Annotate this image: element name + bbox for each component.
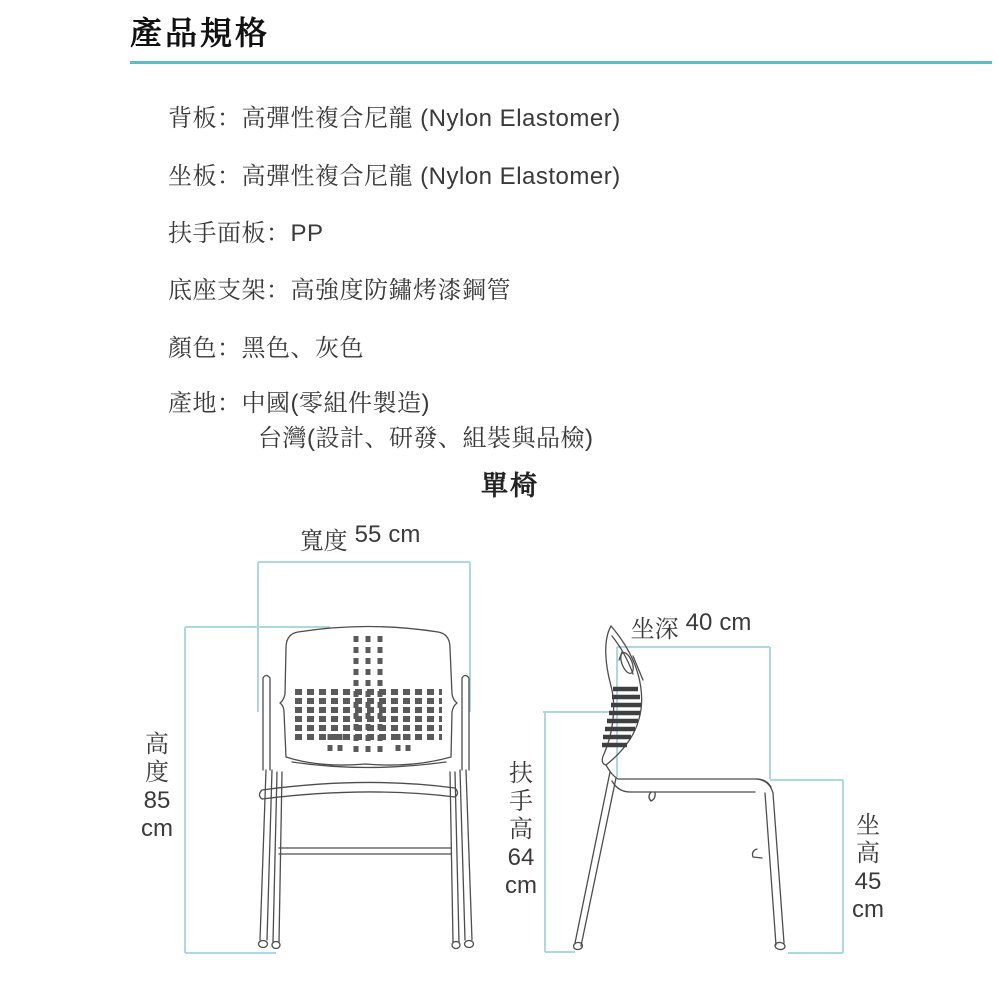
diagram-heading: 單椅 (481, 471, 539, 501)
spec-base-frame: 底座支架：高強度防鏽烤漆鋼管 (168, 277, 511, 304)
spec-origin-line1: 產地：中國(零組件製造) (168, 390, 430, 417)
dimension-height-text: 高度 (145, 731, 169, 786)
dimension-depth-unit: cm (719, 609, 752, 636)
dimension-width-label (255, 521, 465, 556)
dimension-armrest-label (498, 760, 544, 900)
dimension-armrest-text: 扶手高 (509, 760, 533, 843)
spec-backboard: 背板：高彈性複合尼龍 (Nylon Elastomer) (168, 105, 621, 132)
side-view-drawing (573, 626, 785, 950)
spec-seatboard: 坐板：高彈性複合尼龍 (Nylon Elastomer) (168, 163, 621, 190)
dimension-width-unit: cm (388, 521, 421, 548)
dimension-depth-value: 40 (685, 609, 713, 636)
front-view-drawing (259, 627, 474, 949)
dimension-height-label (134, 731, 180, 843)
dimension-depth-label (586, 609, 796, 644)
dimension-height-unit: cm (141, 815, 173, 842)
page-title: 產品規格 (130, 15, 271, 51)
dimension-width-value: 55 (354, 521, 382, 548)
dimension-armrest-value: 64 (507, 844, 535, 871)
dimension-seat-height-unit: cm (852, 896, 884, 923)
dimension-depth-text: 坐深 (630, 616, 679, 643)
dimension-seat-height-text: 坐高 (856, 812, 880, 867)
dimension-seat-height-value: 45 (854, 868, 882, 895)
dimension-height-value: 85 (143, 787, 171, 814)
spec-origin-line2: 台灣(設計、研發、組裝與品檢) (258, 425, 594, 452)
spec-armrest-panel: 扶手面板：PP (168, 220, 324, 247)
dimension-seat-height-label (845, 812, 891, 924)
dimension-width-text: 寬度 (299, 528, 348, 555)
spec-colors: 顏色：黑色、灰色 (168, 335, 364, 362)
dimension-armrest-unit: cm (505, 872, 537, 899)
